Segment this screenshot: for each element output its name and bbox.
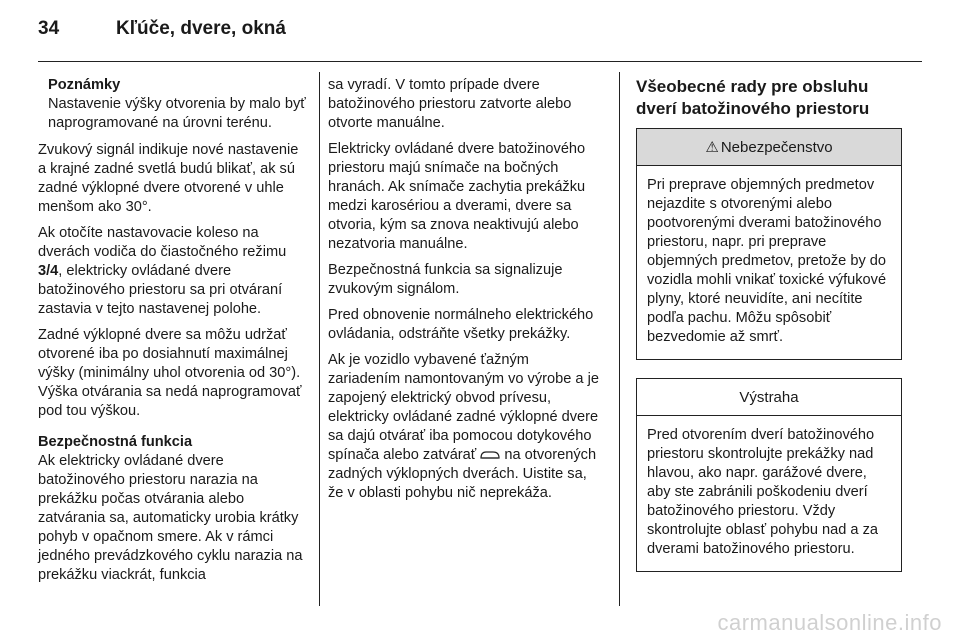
- column-divider-2: [619, 72, 620, 606]
- paragraph: Pred obnovenie normálneho elektrického ovládania, odstráňte všetky prekážky.: [328, 307, 594, 342]
- note-text: Nastavenie výšky otvorenia by malo byť naprogramované na úrovni terénu.: [48, 96, 306, 131]
- paragraph: Zadné výklopné dvere sa môžu udržať otvorené iba po dosiahnutí maximálnej výšky (minimálny uhol otvorenia od 30°). Výška otvárania sa nedá naprogramovať pod tou výškou.: [38, 327, 302, 419]
- warning-box: [636, 378, 902, 572]
- paragraph: Elektricky ovládané dvere batožinového priestoru majú snímače na bočných hranách. Ak snímače zachytia prekážku medzi karosériou a dverami, dvere sa otvoria, kým sa znova neaktivujú alebo nezatvoria manuálne.: [328, 141, 586, 252]
- chapter-title: Kľúče, dvere, okná: [116, 18, 286, 39]
- warning-title: Výstraha: [739, 388, 799, 406]
- note-block: [38, 76, 308, 133]
- note-title: Poznámky: [48, 77, 121, 93]
- watermark: carmanualsonline.info: [717, 610, 942, 635]
- danger-text: Pri preprave objemných predmetov nejazdite s otvorenými alebo pootvorenými dverami batožinového priestoru, napr. pri preprave objemných predmetov, pretože by do vozidla mohli vnikať toxické výfukové plyny, ktoré neuvidíte, ani necítite podľa pachu. Môžu spôsobiť bezvedomie až smrť.: [647, 177, 887, 345]
- page-number: 34: [38, 18, 60, 39]
- section-title: Bezpečnostná funkcia: [38, 434, 193, 450]
- paragraph: Zvukový signál indikuje nové nastavenie a krajné zadné svetlá budú blikať, ak sú zadné výklopné dvere otvorené v uhle menšom ako 30°.: [38, 142, 299, 215]
- mode-label: 3/4: [38, 263, 59, 279]
- paragraph-towbar: Ak je vozidlo vybavené ťažným zariadením namontovaným vo výrobe a je zapojený elektrický obvod prívesu, elektricky ovládané zadné výklopné dvere sa dajú otvárať iba pomocou dotykového spínača alebo zatvárať na otvorených zadných výklopných dverách. Uistite sa, že v oblasti pohybu nič neprekáža.: [328, 352, 599, 501]
- paragraph: Bezpečnostná funkcia sa signalizuje zvukovým signálom.: [328, 262, 563, 297]
- page-header: [38, 18, 286, 48]
- column-divider-1: [319, 72, 320, 606]
- paragraph: Ak elektricky ovládané dvere batožinového priestoru narazia na prekážku počas otvárania alebo zatvárania sa, automaticky urobia krátky pohyb v opačnom smere. Ak v rámci jedného prevádzkového cyklu narazia na prekážku viackrát, funkcia: [38, 453, 303, 583]
- column-2: [328, 76, 602, 510]
- paragraph: sa vyradí. V tomto prípade dvere batožinového priestoru zatvorte alebo otvorte manuálne.: [328, 77, 572, 131]
- danger-title: Nebezpečenstvo: [720, 138, 833, 156]
- danger-header: [637, 129, 901, 166]
- tailgate-switch-icon: [480, 450, 500, 460]
- column-1: [38, 76, 308, 592]
- header-rule: [38, 61, 922, 62]
- column-3: [636, 76, 902, 590]
- paragraph-mode: Ak otočíte nastavovacie koleso na dverách vodiča do čiastočného režimu 3/4, elektricky ovládané dvere batožinového priestoru sa pri otváraní zastavia v tejto nastavenej polohe.: [38, 225, 287, 317]
- warning-text: Pred otvorením dverí batožinového priestoru skontrolujte prekážky nad hlavou, ako napr. garážové dvere, aby ste zabránili poškodeniu dverí batožinového priestoru. Vždy skontrolujte oblasť pohybu nad a za dverami batožinového priestoru.: [647, 427, 879, 557]
- section-heading: Všeobecné rady pre obsluhu dverí batožinového priestoru: [636, 77, 870, 118]
- danger-box: [636, 128, 902, 360]
- warning-header: [637, 379, 901, 416]
- warning-triangle-icon: ⚠: [705, 138, 719, 156]
